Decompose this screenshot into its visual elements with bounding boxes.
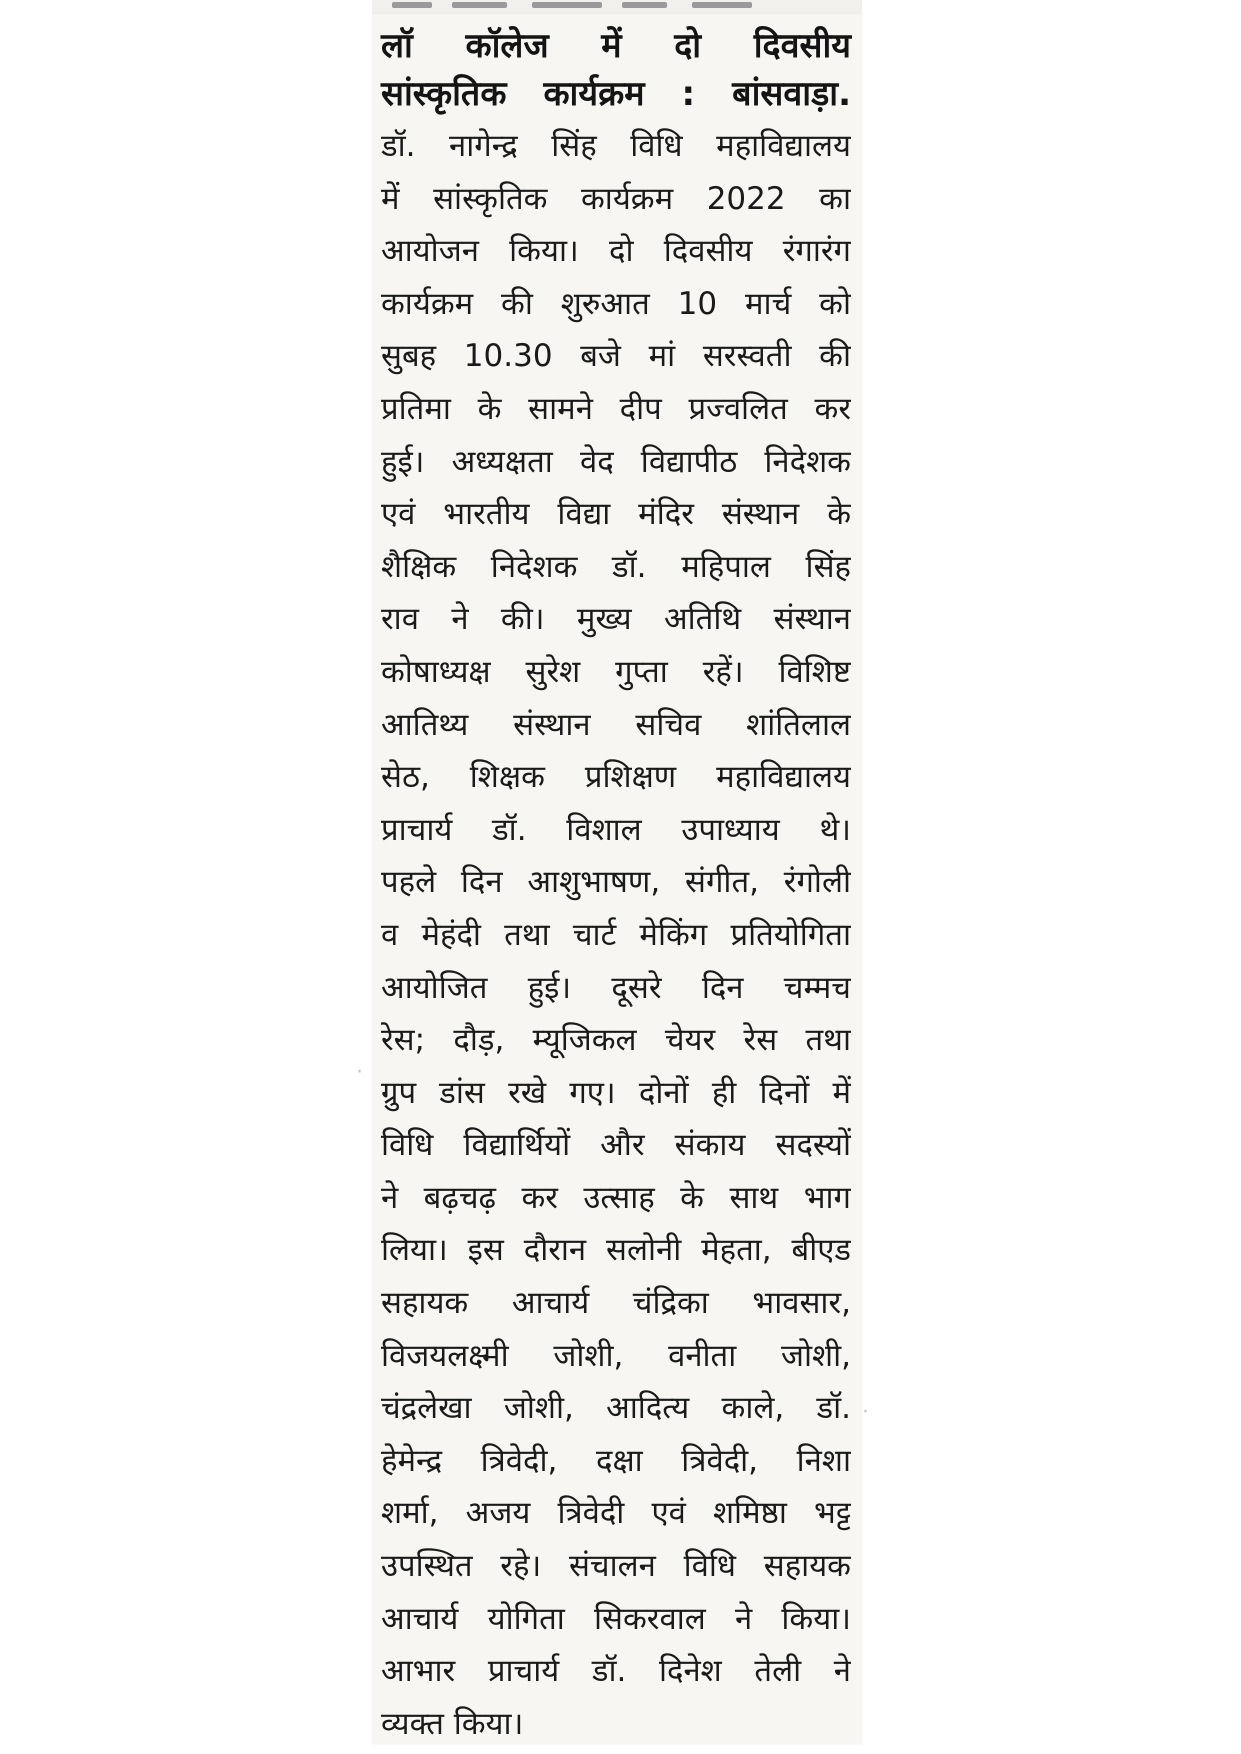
cut-text-fragment — [532, 2, 602, 8]
article-headline — [381, 22, 851, 118]
body-line: आयोजित हुई। दूसरे दिन चम्मच — [381, 969, 851, 1006]
body-line: रेस; दौड़, म्यूजिकल चेयर रेस तथा — [381, 1022, 851, 1059]
body-line: ने बढ़चढ़ कर उत्साह के साथ भाग — [381, 1179, 851, 1216]
body-line: चंद्रलेखा जोशी, आदित्य काले, डॉ. — [381, 1390, 851, 1427]
body-line: व मेहंदी तथा चार्ट मेकिंग प्रतियोगिता — [381, 916, 851, 953]
body-line: कोषाध्यक्ष सुरेश गुप्ता रहें। विशिष्ट — [381, 653, 851, 690]
body-line: सेठ, शिक्षक प्रशिक्षण महाविद्यालय — [381, 759, 851, 796]
margin-scratch-mark: · — [356, 1060, 363, 1085]
body-line: विधि विद्यार्थियों और संकाय सदस्यों — [381, 1127, 851, 1164]
body-line: सुबह 10.30 बजे मां सरस्वती की — [381, 338, 851, 375]
body-line: राव ने की। मुख्य अतिथि संस्थान — [381, 601, 851, 638]
cut-text-fragment — [622, 2, 667, 8]
body-line: आयोजन किया। दो दिवसीय रंगारंग — [381, 233, 851, 270]
clipping-top-edge — [372, 0, 862, 14]
body-line: शर्मा, अजय त्रिवेदी एवं शमिष्ठा भट्ट — [381, 1495, 851, 1532]
body-line: लिया। इस दौरान सलोनी मेहता, बीएड — [381, 1232, 851, 1269]
body-line: आचार्य योगिता सिकरवाल ने किया। — [381, 1600, 851, 1637]
body-line: पहले दिन आशुभाषण, संगीत, रंगोली — [381, 864, 851, 901]
body-line: एवं भारतीय विद्या मंदिर संस्थान के — [381, 496, 851, 533]
body-line-last: व्यक्त किया। — [381, 1705, 524, 1742]
body-line: प्रतिमा के सामने दीप प्रज्वलित कर — [381, 390, 851, 427]
body-line: हेमेन्द्र त्रिवेदी, दक्षा त्रिवेदी, निशा — [381, 1442, 851, 1479]
body-line: हुई। अध्यक्षता वेद विद्यापीठ निदेशक — [381, 443, 851, 480]
body-line: कार्यक्रम की शुरुआत 10 मार्च को — [381, 285, 851, 322]
headline-line-1: लॉ कॉलेज में दो दिवसीय — [381, 26, 851, 66]
body-line: ग्रुप डांस रखे गए। दोनों ही दिनों में — [381, 1074, 851, 1111]
body-line: सहायक आचार्य चंद्रिका भावसार, — [381, 1285, 851, 1322]
body-line: प्राचार्य डॉ. विशाल उपाध्याय थे। — [381, 811, 851, 848]
body-line: आतिथ्य संस्थान सचिव शांतिलाल — [381, 706, 851, 743]
body-line: आभार प्राचार्य डॉ. दिनेश तेली ने — [381, 1653, 851, 1690]
body-line: उपस्थित रहे। संचालन विधि सहायक — [381, 1548, 851, 1585]
cut-text-fragment — [452, 2, 507, 8]
margin-scratch-mark: · — [862, 1400, 869, 1425]
body-line: विजयलक्ष्मी जोशी, वनीता जोशी, — [381, 1337, 851, 1374]
headline-line-2: सांस्कृतिक कार्यक्रम : बांसवाड़ा. — [381, 74, 851, 114]
body-line: डॉ. नागेन्द्र सिंह विधि महाविद्यालय — [381, 128, 851, 164]
cut-text-fragment — [392, 2, 432, 8]
article-body — [381, 120, 851, 1750]
body-line: में सांस्कृतिक कार्यक्रम 2022 का — [381, 180, 851, 217]
body-line: शैक्षिक निदेशक डॉ. महिपाल सिंह — [381, 548, 851, 585]
cut-text-fragment — [692, 2, 752, 8]
